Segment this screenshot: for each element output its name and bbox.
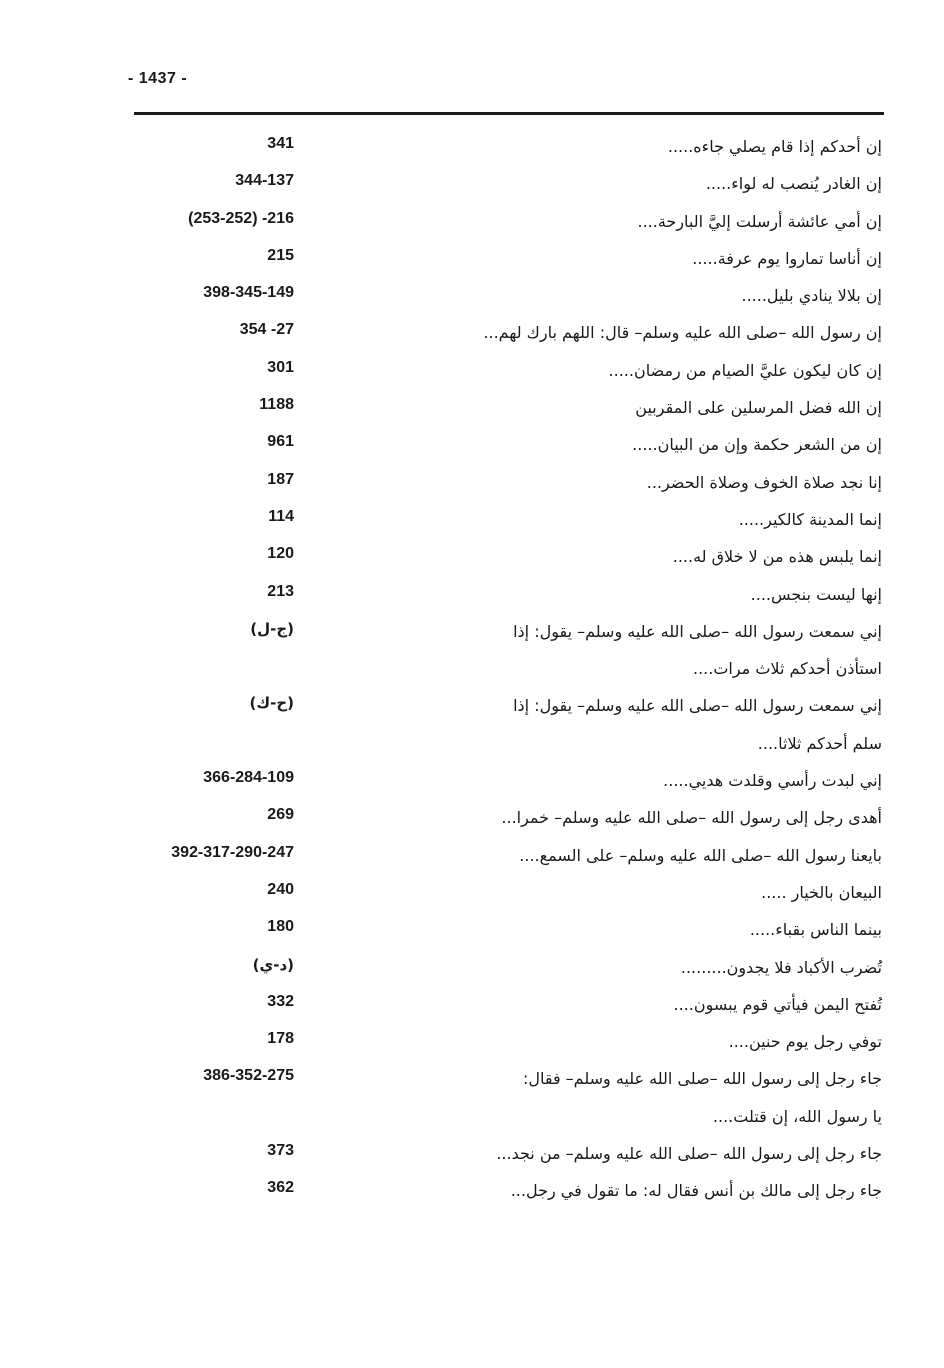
entry-line	[0, 613, 944, 650]
hadith-text: تُضرب الأكباد فلا يجدون.........	[680, 957, 882, 977]
index-entry	[0, 314, 944, 351]
hadith-text: إن أحدكم إذا قام يصلي جاءه.....	[667, 137, 882, 156]
page-reference: 114	[268, 507, 294, 525]
entry-line	[0, 314, 944, 351]
entry-line	[0, 277, 944, 314]
entry-line	[0, 576, 944, 613]
index-entry	[0, 464, 944, 501]
entry-line	[0, 165, 944, 202]
header-rule	[134, 112, 884, 115]
hadith-text: إنما يلبس هذه من لا خلاق له....	[672, 547, 882, 567]
page-reference: 269	[267, 806, 294, 824]
entry-line	[0, 650, 944, 687]
entry-line	[0, 837, 944, 874]
hadith-text: جاء رجل إلى مالك بن أنس فقال له: ما تقول في رجل...	[510, 1181, 882, 1201]
entry-line	[0, 725, 944, 762]
hadith-text: سلم أحدكم ثلاثا....	[757, 733, 882, 753]
entry-line	[0, 799, 944, 836]
entry-line	[0, 501, 944, 538]
index-entry	[0, 613, 944, 688]
entry-line	[0, 1098, 944, 1135]
entry-line	[0, 874, 944, 911]
entry-line	[0, 426, 944, 463]
hadith-text: إن كان ليكون عليَّ الصيام من رمضان.....	[608, 360, 882, 380]
index-entry	[0, 352, 944, 389]
page-reference: 392-317-290-247	[171, 843, 294, 861]
page-reference: 301	[267, 358, 294, 376]
page-reference: 366-284-109	[203, 769, 294, 787]
entry-line	[0, 1023, 944, 1060]
hadith-text: إن أناسا تماروا يوم عرفة.....	[692, 248, 882, 268]
hadith-text: إن أمي عائشة أرسلت إليَّ البارحة....	[637, 211, 882, 231]
index-entry	[0, 949, 944, 986]
page-reference: (ح-ك)	[249, 694, 294, 713]
entry-line	[0, 1172, 944, 1209]
page-reference: 213	[267, 582, 294, 600]
entry-line	[0, 949, 944, 986]
page-reference: 120	[267, 545, 294, 563]
page-reference: 344-137	[235, 172, 294, 190]
hadith-text: بينما الناس بقباء.....	[749, 920, 882, 940]
page-reference: 373	[267, 1142, 294, 1160]
index-entry	[0, 426, 944, 463]
page-reference: 1188	[259, 396, 294, 414]
index-entry	[0, 986, 944, 1023]
hadith-text: يا رسول الله، إن قتلت....	[712, 1106, 882, 1126]
page-reference: 961	[267, 433, 294, 451]
hadith-text: البيعان بالخيار .....	[761, 882, 882, 902]
entry-line	[0, 911, 944, 948]
hadith-text: بايعنا رسول الله –صلى الله عليه وسلم– على السمع....	[519, 845, 882, 865]
hadith-text: جاء رجل إلى رسول الله –صلى الله عليه وسلم– من نجد...	[496, 1144, 882, 1164]
page-reference: 341	[267, 135, 294, 152]
page-number: - 1437 -	[128, 70, 188, 87]
index-entry	[0, 837, 944, 874]
page-reference: 386-352-275	[203, 1067, 294, 1085]
entry-line	[0, 687, 944, 724]
index-entry	[0, 1135, 944, 1172]
entry-line	[0, 352, 944, 389]
index-entry	[0, 687, 944, 762]
entry-line	[0, 240, 944, 277]
index-entry	[0, 165, 944, 202]
hadith-text: إني سمعت رسول الله –صلى الله عليه وسلم– يقول: إذا	[513, 621, 882, 641]
page-reference: (د-ي)	[252, 955, 294, 974]
page-reference: 180	[267, 918, 294, 936]
index-entry	[0, 799, 944, 836]
entry-line	[0, 203, 944, 240]
page-reference: (ج-ل)	[250, 619, 294, 638]
index-entry	[0, 1023, 944, 1060]
hadith-text: جاء رجل إلى رسول الله –صلى الله عليه وسلم– فقال:	[522, 1069, 882, 1089]
page-reference: 332	[267, 992, 294, 1010]
hadith-text: إنها ليست بنجس....	[750, 584, 882, 604]
hadith-text: إن رسول الله –صلى الله عليه وسلم– قال: اللهم بارك لهم...	[483, 323, 882, 343]
index-entry	[0, 501, 944, 538]
page-reference: 240	[267, 880, 294, 898]
hadith-text: إن بلالا ينادي بليل.....	[741, 286, 882, 306]
page-reference: 354 -27	[239, 321, 294, 339]
hadith-text: توفي رجل يوم حنين....	[728, 1032, 882, 1052]
page-reference: (253-252) -216	[188, 209, 294, 227]
index-entry	[0, 389, 944, 426]
hadith-text: أهدى رجل إلى رسول الله –صلى الله عليه وسلم– خمرا...	[501, 808, 882, 828]
index-entry	[0, 1172, 944, 1209]
hadith-text: إن الغادر يُنصب له لواء.....	[705, 174, 882, 194]
hadith-text: تُفتح اليمن فيأتي قوم يبسون....	[673, 994, 882, 1014]
page-reference: 187	[267, 470, 294, 488]
index-entry	[0, 240, 944, 277]
index-entry	[0, 762, 944, 799]
index-entry	[0, 576, 944, 613]
index-entry	[0, 911, 944, 948]
hadith-text: إن من الشعر حكمة وإن من البيان.....	[632, 435, 882, 455]
index-entry	[0, 203, 944, 240]
entry-line	[0, 389, 944, 426]
entry-line	[0, 464, 944, 501]
page-reference: 178	[267, 1030, 294, 1048]
entry-line	[0, 538, 944, 575]
index-entry	[0, 1060, 944, 1135]
hadith-text: إنما المدينة كالكير.....	[738, 509, 882, 529]
index-entries	[0, 128, 944, 1210]
entry-line	[0, 762, 944, 799]
page-reference: 398-345-149	[203, 284, 294, 302]
entry-line	[0, 1060, 944, 1097]
index-entry	[0, 128, 944, 165]
index-entry	[0, 874, 944, 911]
hadith-text: إني سمعت رسول الله –صلى الله عليه وسلم– يقول: إذا	[513, 696, 882, 716]
entry-line	[0, 986, 944, 1023]
index-entry	[0, 277, 944, 314]
hadith-text: إني لبدت رأسي وقلدت هديي.....	[663, 771, 882, 791]
page-reference: 215	[267, 246, 294, 264]
hadith-text: إنا نجد صلاة الخوف وصلاة الحضر...	[646, 472, 882, 492]
hadith-text: استأذن أحدكم ثلاث مرات....	[693, 659, 882, 679]
page-reference: 362	[267, 1179, 294, 1197]
index-entry	[0, 538, 944, 575]
hadith-text: إن الله فضل المرسلين على المقربين	[635, 398, 882, 418]
entry-line	[0, 128, 944, 165]
entry-line	[0, 1135, 944, 1172]
